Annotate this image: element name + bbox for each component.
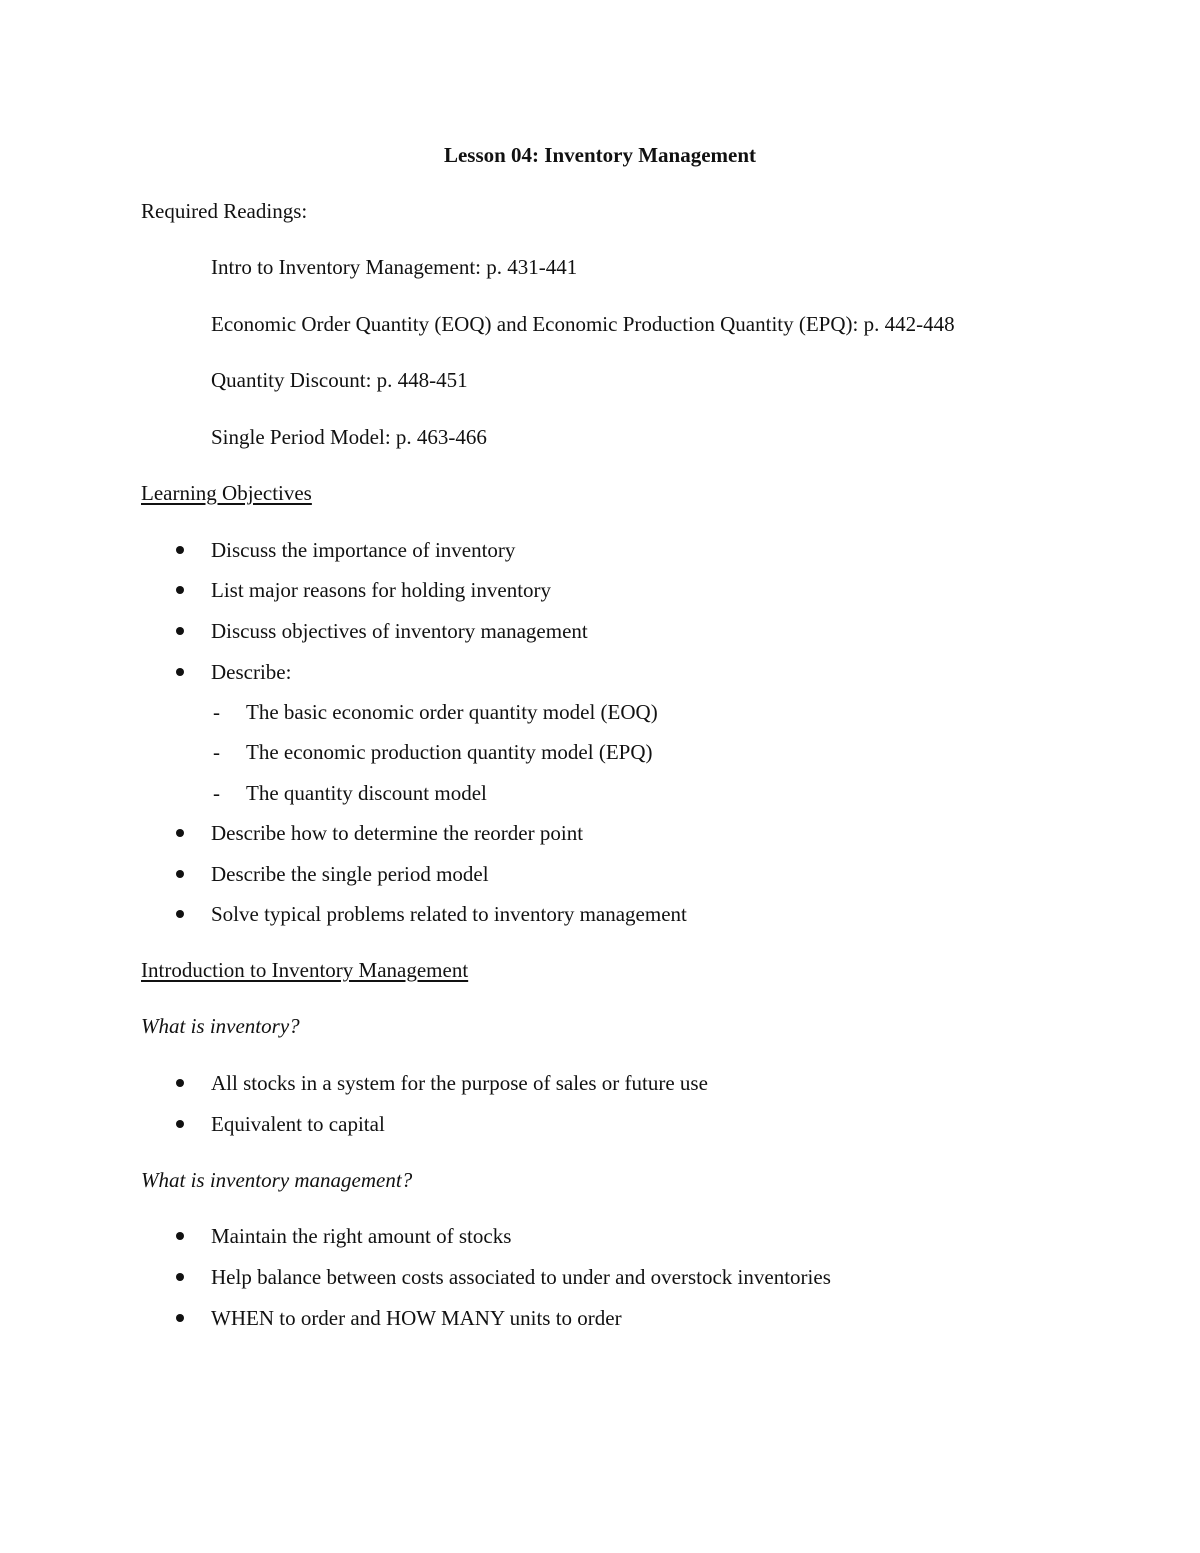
objective-item: List major reasons for holding inventory [211,578,552,602]
list-item: WHEN to order and HOW MANY units to order [211,1306,622,1330]
bullet-icon [176,1314,184,1322]
objective-item: Describe the single period model [211,862,489,886]
bullet-icon [176,910,184,918]
objective-subitem: The basic economic order quantity model (EOQ) [246,700,658,724]
question-heading: What is inventory? [141,1014,300,1038]
objective-item: Discuss objectives of inventory management [211,619,588,643]
list-item: Help balance between costs associated to under and overstock inventories [211,1265,831,1289]
objective-item: Solve typical problems related to inventory management [211,902,687,926]
objective-item: Discuss the importance of inventory [211,538,516,562]
bullet-icon [176,1120,184,1128]
bullet-icon [176,627,184,635]
objective-subitem: The economic production quantity model (EPQ) [246,740,653,764]
reading-item: Quantity Discount: p. 448-451 [211,368,468,392]
page-title: Lesson 04: Inventory Management [443,143,757,167]
reading-item: Economic Order Quantity (EOQ) and Economic Production Quantity (EPQ): p. 442-448 [211,312,955,336]
bullet-icon [176,546,184,554]
bullet-icon [176,586,184,594]
required-readings-heading: Required Readings: [141,199,308,223]
list-item: Maintain the right amount of stocks [211,1224,512,1248]
bullet-icon [176,1273,184,1281]
reading-item: Single Period Model: p. 463-466 [211,425,487,449]
learning-objectives-heading: Learning Objectives [141,481,312,505]
bullet-icon [176,870,184,878]
question-heading: What is inventory management? [141,1168,413,1192]
bullet-icon [176,668,184,676]
objective-subitem: The quantity discount model [246,781,487,805]
bullet-icon [176,1232,184,1240]
objective-item: Describe: [211,660,292,684]
reading-item: Intro to Inventory Management: p. 431-441 [211,255,578,279]
introduction-heading: Introduction to Inventory Management [141,958,469,982]
list-item: Equivalent to capital [211,1112,385,1136]
dash-marker: - [213,740,220,764]
objective-item: Describe how to determine the reorder point [211,821,584,845]
dash-marker: - [213,700,220,724]
bullet-icon [176,829,184,837]
list-item: All stocks in a system for the purpose of sales or future use [211,1071,708,1095]
bullet-icon [176,1079,184,1087]
dash-marker: - [213,781,220,805]
